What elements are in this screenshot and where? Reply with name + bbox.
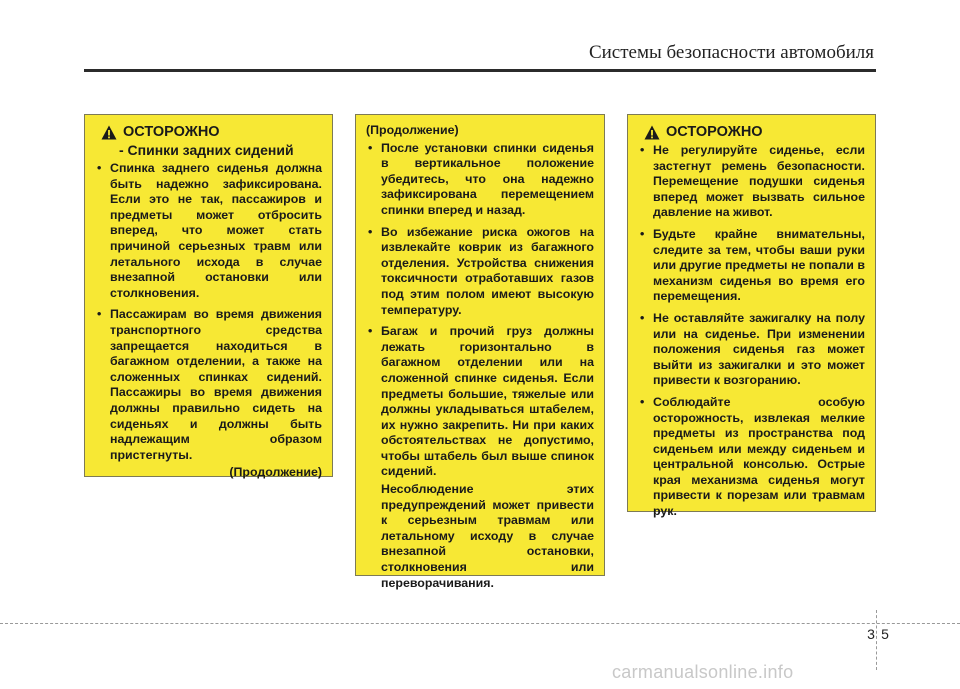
header-rule	[84, 69, 876, 72]
warning-heading-text: ОСТОРОЖНО	[666, 124, 763, 140]
warning-triangle-icon	[644, 125, 660, 140]
warning-box-rear-seatbacks	[84, 114, 333, 480]
page-header-title: Системы безопасности автомобиля	[588, 42, 874, 63]
warning-subheading: - Спинки задних сидений	[119, 142, 294, 158]
warning-paragraph: Несоблюдение этих предупреждений может привести к серьезным травмам или летальному исходу в случае внезапной остановки, столкновения или переворачивания.	[381, 482, 594, 590]
list-item: • Не регулируйте сиденье, если застегнут ремень безопасности. Перемещение подушки сиденья вперед может вызвать сильное давление на живот.	[638, 143, 865, 221]
list-item: • Спинка заднего сиденья должна быть надежно зафиксирована. Если это не так, пассажиров и предметы может отбросить вперед, что может стать причиной серьезных травм или летального исхода в случае внезапной остановки или столкновения.	[95, 161, 322, 301]
warning-box-continued	[355, 114, 605, 590]
list-item: • Соблюдайте особую осторожность, извлекая мелкие предметы из пространства под сиденьем или между сиденьем и центральной консолью. Острые края механизма сиденья могут привести к порезам или травмам рук.	[638, 395, 865, 520]
warning-triangle-icon	[101, 125, 117, 140]
warning-list	[366, 141, 594, 480]
continued-label: (Продолжение)	[229, 465, 322, 480]
list-item: • Не оставляйте зажигалку на полу или на сиденье. При изменении положения сиденья газ может выйти из зажигалки и это может привести к возгоранию.	[638, 311, 865, 389]
warning-heading	[101, 123, 322, 141]
list-item: • Будьте крайне внимательны, следите за тем, чтобы ваши руки или другие предметы не попали в механизм сиденья во время его перемещения.	[638, 227, 865, 305]
warning-list	[638, 143, 865, 520]
warning-list	[95, 161, 322, 463]
footer-dashed-rule	[0, 623, 960, 624]
warning-box-seat-adjust	[627, 114, 876, 519]
list-item: • После установки спинки сиденья в вертикальное положение убедитесь, что она надежно зафиксирована перемещением спинки вперед и назад.	[366, 141, 594, 219]
continued-heading: (Продолжение)	[366, 123, 459, 137]
warning-heading-text: ОСТОРОЖНО	[123, 124, 220, 140]
chapter-number: 3	[867, 626, 875, 642]
page-number	[864, 626, 892, 642]
page-number-value: 5	[881, 626, 889, 642]
warning-heading	[644, 123, 865, 141]
watermark: carmanualsonline.info	[612, 662, 794, 682]
list-item: • Во избежание риска ожогов на извлекайте коврик из багажного отделения. Устройства снижения токсичности отработавших газов под этим полом имеют высокую температуру.	[366, 225, 594, 319]
list-item: • Багаж и прочий груз должны лежать горизонтально в багажном отделении или на сложенной спинке сиденья. Если предметы большие, тяжелые или должны укладываться штабелем, их нужно закрепить. Ни при каких обстоятельствах не допустимо, чтобы штабель был выше спинок сидений.	[366, 324, 594, 480]
list-item: • Пассажирам во время движения транспортного средства запрещается находиться в багажном отделении, а также на сложенных спинках сидений. Пассажиры во время движения должны правильно сидеть на сиденьях и должны быть надлежащим образом пристегнуты.	[95, 307, 322, 463]
